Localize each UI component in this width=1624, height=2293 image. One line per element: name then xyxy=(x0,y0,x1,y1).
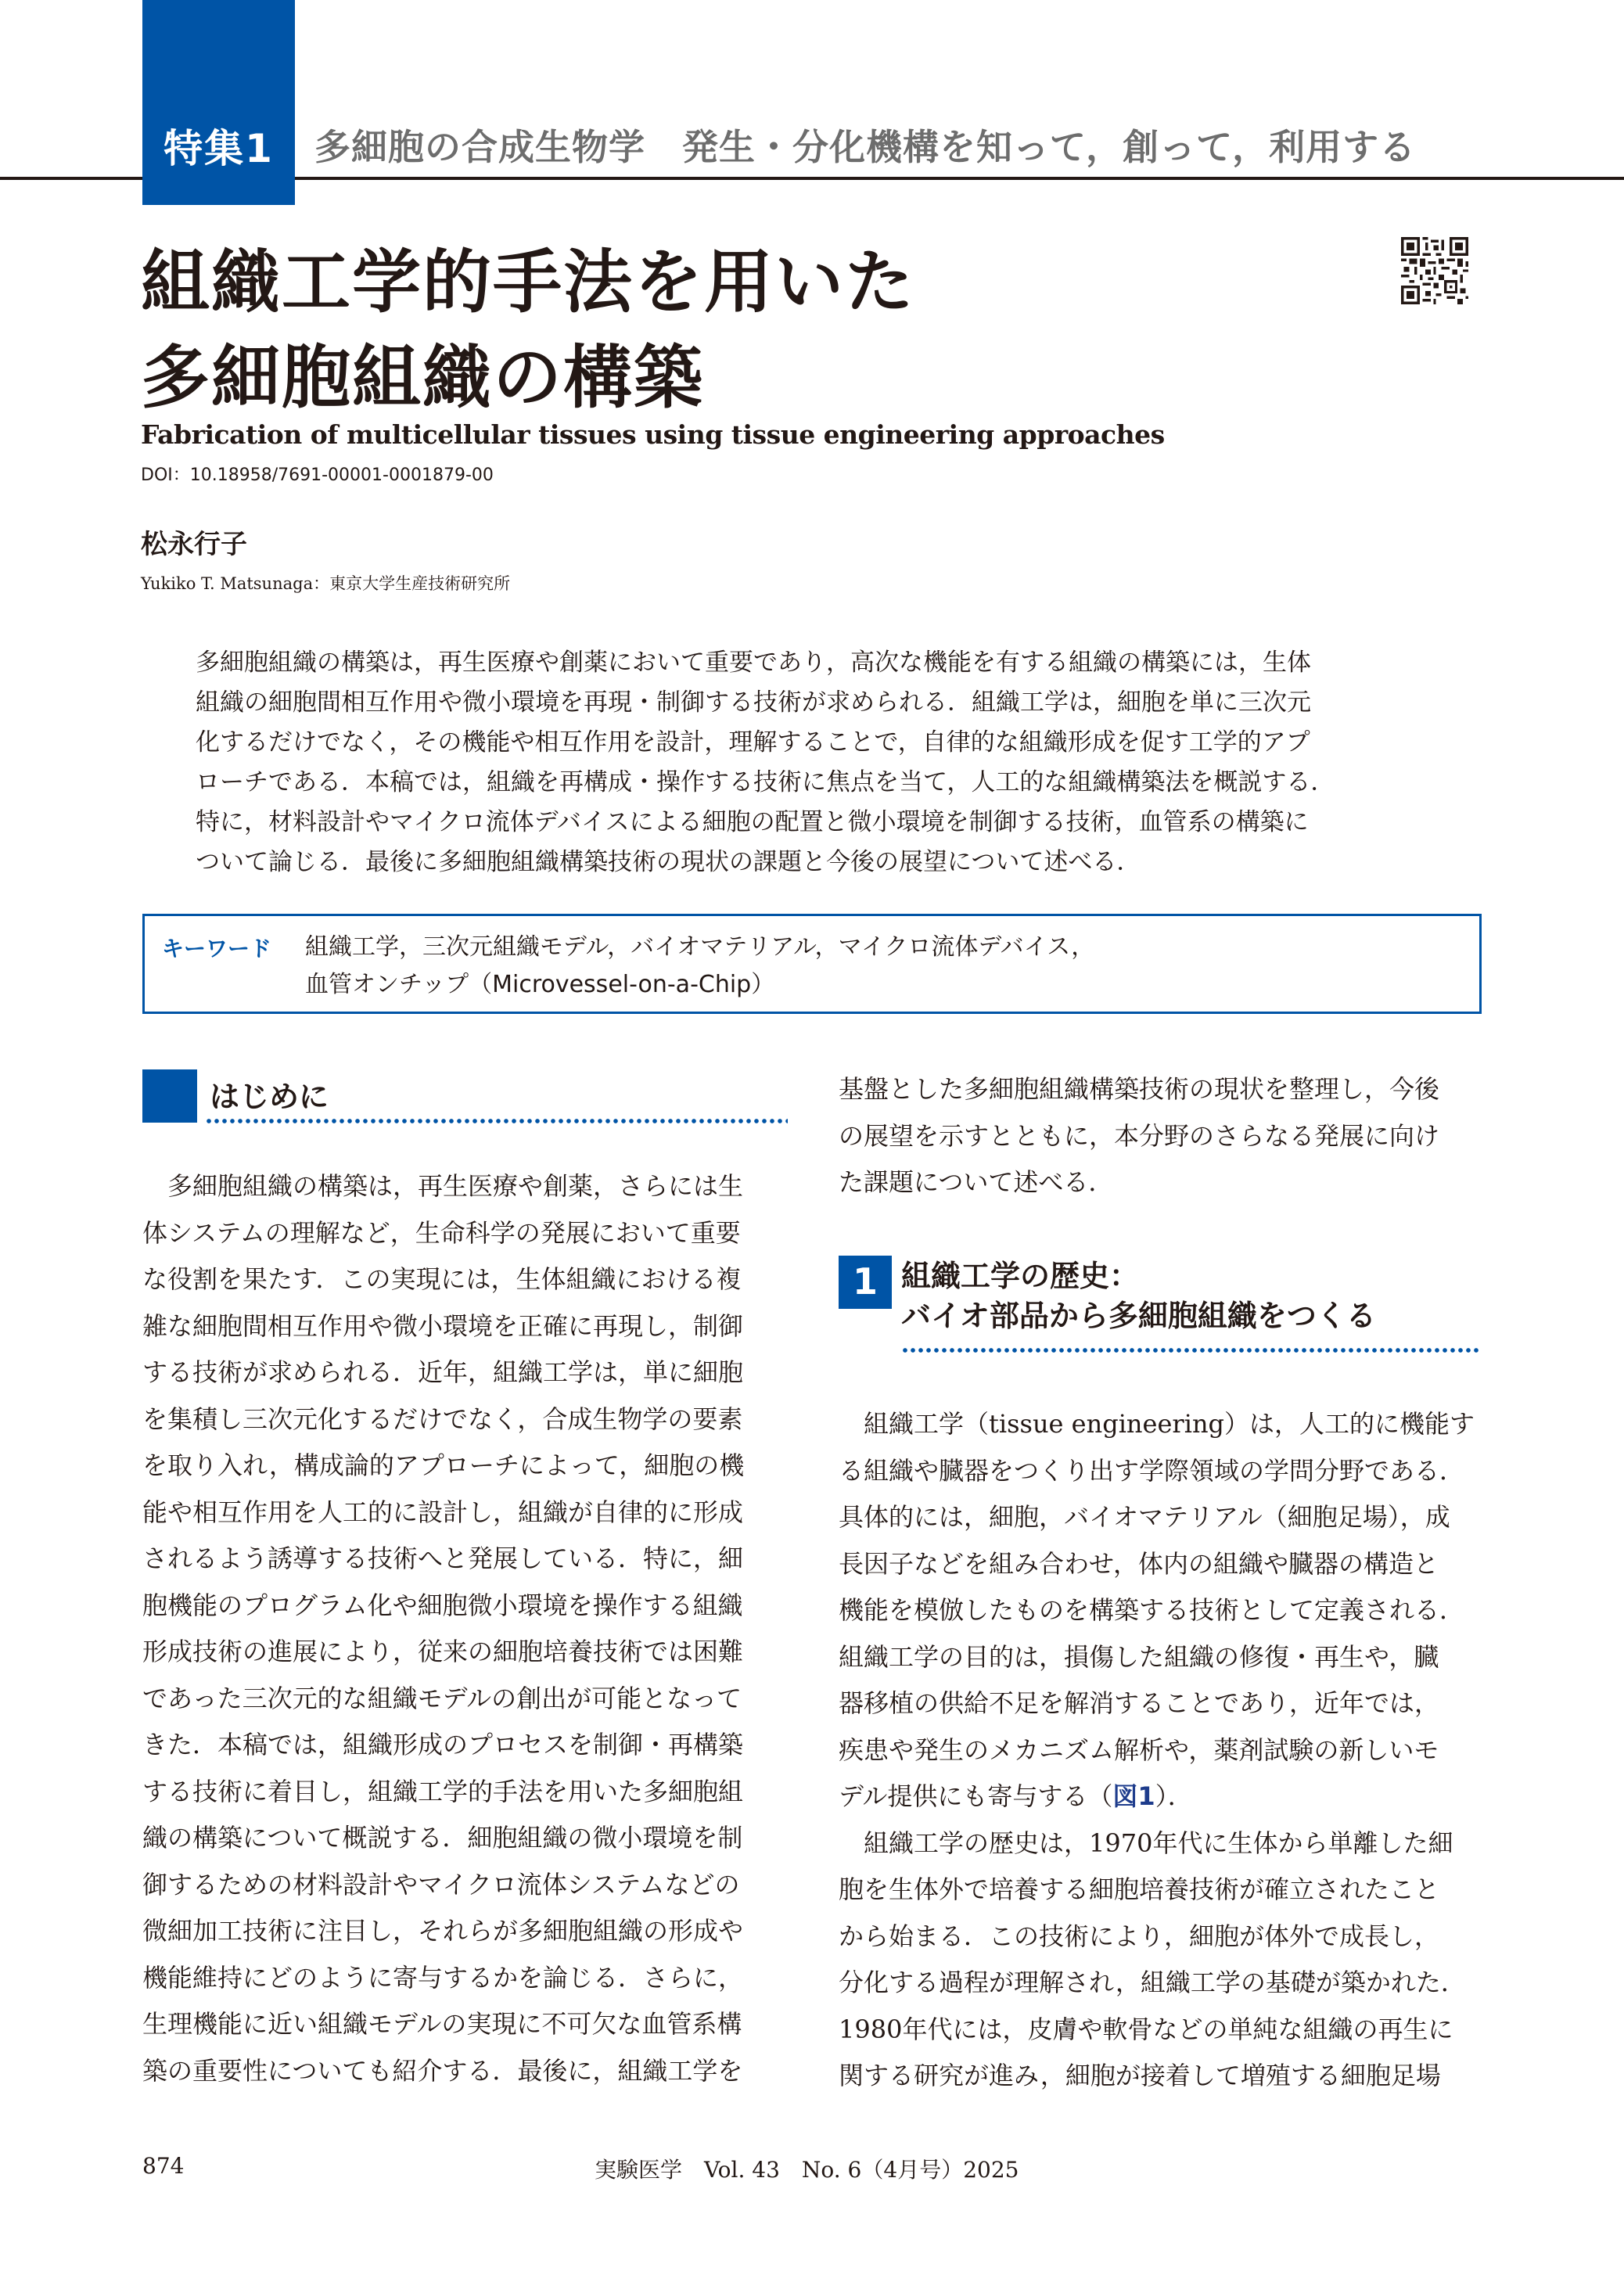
body-text: デル提供にも寄与する（ xyxy=(839,1781,1113,1811)
section-heading-intro: はじめに xyxy=(210,1080,329,1114)
qr-code-icon[interactable] xyxy=(1401,237,1468,304)
body-line: されるよう誘導する技術へと発展している．特に，細 xyxy=(142,1544,744,1573)
body-line: 多細胞組織の構築は，再生医療や創薬，さらには生 xyxy=(142,1171,744,1201)
body-line: 1980年代には，皮膚や軟骨などの単純な組織の再生に xyxy=(839,2014,1453,2044)
dotted-divider xyxy=(901,1348,1482,1353)
body-line: 組織工学の歴史は，1970年代に生体から単離した細 xyxy=(839,1828,1453,1858)
section1-body xyxy=(839,1401,1488,2100)
abstract-line: 多細胞組織の構築は，再生医療や創薬において重要であり，高次な機能を有する組織の構築には，生体 xyxy=(196,649,1311,677)
body-line: る組織や臓器をつくり出す学際領域の学問分野である． xyxy=(839,1455,1465,1486)
body-line: する技術が求められる．近年，組織工学は，単に細胞 xyxy=(142,1357,744,1387)
body-line: 築の重要性についても紹介する．最後に，組織工学を xyxy=(142,2055,743,2086)
body-line: 機能維持にどのように寄与するかを論じる．さらに， xyxy=(142,1962,744,1993)
abstract-line: 組織の細胞間相互作用や微小環境を再現・制御する技術が求められる．組織工学は，細胞を単に三次元 xyxy=(196,688,1311,717)
body-line: 組織工学の目的は，損傷した組織の修復・再生や，臓 xyxy=(839,1641,1439,1672)
dotted-divider xyxy=(205,1119,788,1123)
keywords-box xyxy=(142,914,1482,1014)
section-number: 1 xyxy=(852,1260,878,1303)
author-affiliation: Yukiko T. Matsunaga：東京大学生産技術研究所 xyxy=(141,574,511,593)
body-line: 形成技術の進展により，従来の細胞培養技術では困難 xyxy=(142,1637,744,1666)
abstract xyxy=(196,643,1486,882)
body-line: 御するための材料設計やマイクロ流体システムなどの xyxy=(142,1869,740,1899)
body-line: を集積し三次元化するだけでなく，合成生物学の要素 xyxy=(142,1403,743,1434)
intro-body xyxy=(142,1163,792,2094)
body-line: 分化する過程が理解され，組織工学の基礎が築かれた． xyxy=(839,1968,1466,1997)
journal-citation: 実験医学 Vol. 43 No. 6（4月号）2025 xyxy=(595,2157,1019,2183)
body-line: 生理機能に近い組織モデルの実現に不可欠な血管系構 xyxy=(142,2009,742,2039)
series-title: 多細胞の合成生物学 発生・分化機構を知って，創って，利用する xyxy=(314,126,1417,168)
body-line: 体システムの理解など，生命科学の発展において重要 xyxy=(142,1217,741,1248)
body-line: 疾患や発生のメカニズム解析や，薬剤試験の新しいモ xyxy=(839,1734,1439,1765)
body-line: を取り入れ，構成論的アプローチによって，細胞の機 xyxy=(142,1450,745,1480)
figure-reference-link[interactable]: 図1 xyxy=(1112,1781,1155,1811)
feature-label: 特集1 xyxy=(163,126,274,171)
body-line: 胞を生体外で培養する細胞培養技術が確立されたこと xyxy=(839,1874,1440,1904)
body-line: 組織工学（tissue engineering）は，人工的に機能す xyxy=(839,1409,1475,1439)
keywords-list xyxy=(305,929,1094,1004)
keywords-line: 血管オンチップ（Microvessel-on-a-Chip） xyxy=(305,971,775,998)
abstract-line: ローチである．本稿では，組織を再構成・操作する技術に焦点を当て，人工的な組織構築法を概説する． xyxy=(196,768,1335,796)
feature-tab-overlap xyxy=(142,172,295,185)
body-line: きた．本稿では，組織形成のプロセスを制御・再構築 xyxy=(142,1730,744,1759)
abstract-line: 化するだけでなく，その機能や相互作用を設計，理解することで，自律的な組織形成を促す工学的アプ xyxy=(196,728,1310,757)
abstract-line: 特に，材料設計やマイクロ流体デバイスによる細胞の配置と微小環境を制御する技術，血管系の構築に xyxy=(196,808,1309,836)
page-number: 874 xyxy=(142,2153,185,2179)
keywords-line: 組織工学，三次元組織モデル，バイオマテリアル，マイクロ流体デバイス， xyxy=(305,933,1095,961)
body-line: の展望を示すとともに，本分野のさらなる発展に向け xyxy=(839,1120,1440,1151)
intro-body-continued xyxy=(839,1066,1488,1206)
title-line: 組織工学的手法を用いた xyxy=(141,242,916,322)
body-line: する技術に着目し，組織工学的手法を用いた多細胞組 xyxy=(142,1776,744,1806)
keywords-label: キーワード xyxy=(162,936,272,961)
title-line: 多細胞組織の構築 xyxy=(141,337,705,418)
abstract-line: ついて論じる．最後に多細胞組織構築技術の現状の課題と今後の展望について述べる． xyxy=(196,848,1141,876)
body-line: 具体的には，細胞，バイオマテリアル（細胞足場），成 xyxy=(839,1502,1450,1532)
body-line: 長因子などを組み合わせ，体内の組織や臓器の構造と xyxy=(839,1548,1439,1579)
doi[interactable]: DOI：10.18958/7691-00001-0001879-00 xyxy=(141,465,494,485)
section-number-badge xyxy=(839,1256,892,1309)
body-line: 微細加工技術に注目し，それらが多細胞組織の形成や xyxy=(142,1916,744,1946)
english-title: Fabrication of multicellular tissues using tissue engineering approaches xyxy=(141,419,1165,450)
body-line: た課題について述べる． xyxy=(839,1167,1114,1197)
article-title xyxy=(141,235,915,426)
body-line: 関する研究が進み，細胞が接着して増殖する細胞足場 xyxy=(839,2061,1441,2090)
section-marker xyxy=(142,1069,197,1123)
body-text: ）． xyxy=(1155,1781,1193,1811)
section-heading-line: バイオ部品から多細胞組織をつくる xyxy=(901,1299,1376,1333)
body-line: 器移植の供給不足を解消することであり，近年では， xyxy=(839,1688,1440,1718)
body-line: であった三次元的な組織モデルの創出が可能となって xyxy=(142,1683,742,1713)
body-line: から始まる．この技術により，細胞が体外で成長し， xyxy=(839,1921,1440,1951)
body-line: 基盤とした多細胞組織構築技術の現状を整理し，今後 xyxy=(839,1074,1440,1104)
section-heading-1 xyxy=(901,1256,1376,1336)
body-line: 織の構築について概説する．細胞組織の微小環境を制 xyxy=(142,1823,743,1853)
section-heading-line: 組織工学の歴史： xyxy=(901,1259,1140,1293)
body-line xyxy=(839,1774,1488,1820)
author-name: 松永行子 xyxy=(141,529,247,560)
body-line: 能や相互作用を人工的に設計し，組織が自律的に形成 xyxy=(142,1497,744,1527)
body-line: 雑な細胞間相互作用や微小環境を正確に再現し，制御 xyxy=(142,1310,744,1341)
body-line: 機能を模倣したものを構築する技術として定義される． xyxy=(839,1595,1465,1625)
body-line: な役割を果たす．この実現には，生体組織における複 xyxy=(142,1264,742,1294)
body-line: 胞機能のプログラム化や細胞微小環境を操作する組織 xyxy=(142,1590,743,1620)
